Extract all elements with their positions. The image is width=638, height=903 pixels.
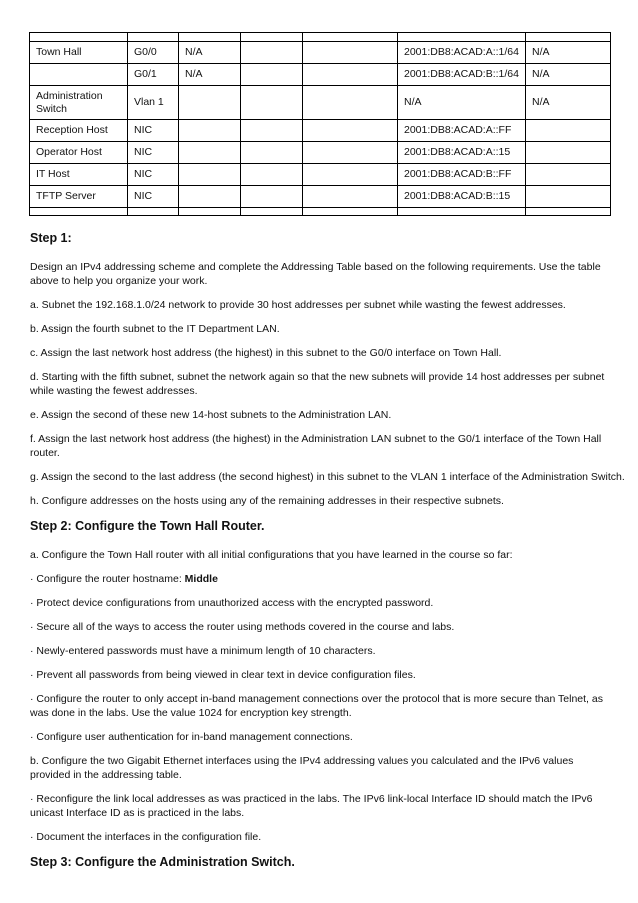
table-cell (179, 186, 241, 208)
table-cell (303, 186, 398, 208)
table-cell: Town Hall (30, 42, 128, 64)
step1-item-f: f. Assign the last network host address (the highest) in the Administration LAN subnet to the G0/1 interface of the Town Hall router. (30, 433, 602, 459)
step1-item-e: e. Assign the second of these new 14-host subnets to the Administration LAN. (30, 409, 392, 421)
table-cell (303, 142, 398, 164)
table-cell: IT Host (30, 164, 128, 186)
table-cell: NIC (128, 164, 179, 186)
table-cell: Vlan 1 (128, 86, 179, 120)
table-cell (303, 64, 398, 86)
table-cell: N/A (179, 42, 241, 64)
table-cell: N/A (525, 42, 610, 64)
table-cell: 2001:DB8:ACAD:A::1/64 (398, 42, 526, 64)
table-cell (303, 120, 398, 142)
step1-item-g: g. Assign the second to the last address (the second highest) in this subnet to the VLAN 1 interface of the Administration Switch. (30, 471, 625, 483)
step1-item-a: a. Subnet the 192.168.1.0/24 network to provide 30 host addresses per subnet while wasting the fewest addresses. (30, 299, 566, 311)
table-cell (525, 186, 610, 208)
table-cell (241, 186, 303, 208)
step2-bullet: · Configure the router to only accept in-band management connections over the protocol that is more secure than Telnet, as was done in the labs. Use the value 1024 for encryption key strength. (30, 693, 603, 719)
table-cell: 2001:DB8:ACAD:B::1/64 (398, 64, 526, 86)
table-cell (525, 142, 610, 164)
step1-heading: Step 1: (30, 231, 72, 245)
table-row (30, 120, 611, 142)
table-row (30, 64, 611, 86)
table-cell (179, 86, 241, 120)
table-cell (30, 64, 128, 86)
table-cell (179, 120, 241, 142)
step1-item-h: h. Configure addresses on the hosts using any of the remaining addresses in their respective subnets. (30, 495, 504, 507)
table-cell (179, 142, 241, 164)
table-row-bottom-stub (30, 208, 611, 216)
table-cell: 2001:DB8:ACAD:B::15 (398, 186, 526, 208)
step2-bullet: · Reconfigure the link local addresses as was practiced in the labs. The IPv6 link-local Interface ID should match the IPv6 unicast Interface ID as is practiced in the labs. (30, 793, 593, 819)
table-cell (241, 142, 303, 164)
table-cell (525, 120, 610, 142)
table-cell: N/A (525, 64, 610, 86)
table-cell (241, 120, 303, 142)
step2-heading: Step 2: Configure the Town Hall Router. (30, 519, 265, 533)
addressing-table (29, 32, 611, 216)
hostname-prefix: · Configure the router hostname: (30, 573, 185, 585)
step1-item-b: b. Assign the fourth subnet to the IT Department LAN. (30, 323, 280, 335)
step1-item-d: d. Starting with the fifth subnet, subnet the network again so that the new subnets will provide 14 host addresses per subnet while wasting the fewest addresses. (30, 371, 605, 397)
step2-item-a: a. Configure the Town Hall router with all initial configurations that you have learned in the course so far: (30, 549, 513, 561)
step2-hostname (30, 572, 610, 586)
step3-heading: Step 3: Configure the Administration Switch. (30, 855, 295, 869)
table-cell (303, 42, 398, 64)
table-row (30, 164, 611, 186)
table-cell: NIC (128, 120, 179, 142)
table-cell: TFTP Server (30, 186, 128, 208)
table-cell: Administration Switch (30, 86, 128, 120)
table-cell: N/A (525, 86, 610, 120)
step2-bullet: · Document the interfaces in the configuration file. (30, 831, 262, 843)
table-row (30, 142, 611, 164)
table-cell: Reception Host (30, 120, 128, 142)
table-cell (241, 42, 303, 64)
hostname-value: Middle (184, 573, 218, 585)
step2-bullet: · Secure all of the ways to access the router using methods covered in the course and labs. (30, 621, 455, 633)
table-cell (303, 86, 398, 120)
table-cell: G0/0 (128, 42, 179, 64)
step2-bullet: · Protect device configurations from unauthorized access with the encrypted password. (30, 597, 434, 609)
table-row (30, 86, 611, 120)
table-cell: NIC (128, 142, 179, 164)
step1-item-c: c. Assign the last network host address (the highest) in this subnet to the G0/0 interface on Town Hall. (30, 347, 502, 359)
table-cell (525, 164, 610, 186)
instructions (30, 230, 625, 884)
step2-bullet: · Configure user authentication for in-band management connections. (30, 731, 353, 743)
table-cell (241, 86, 303, 120)
step2-item-b: b. Configure the two Gigabit Ethernet interfaces using the IPv4 addressing values you calculated and the IPv6 values provided in the addressing table. (30, 755, 574, 781)
table-cell: N/A (398, 86, 526, 120)
table-cell (179, 164, 241, 186)
step2-bullet: · Newly-entered passwords must have a minimum length of 10 characters. (30, 645, 376, 657)
table-row (30, 186, 611, 208)
table-cell: 2001:DB8:ACAD:A::FF (398, 120, 526, 142)
table-row (30, 42, 611, 64)
step1-intro: Design an IPv4 addressing scheme and complete the Addressing Table based on the following requirements. Use the table above to help you organize your work. (30, 261, 601, 287)
table-cell (303, 164, 398, 186)
table-cell: NIC (128, 186, 179, 208)
table-row-top-stub (30, 33, 611, 42)
table-cell: G0/1 (128, 64, 179, 86)
table-cell (241, 64, 303, 86)
table-cell: 2001:DB8:ACAD:B::FF (398, 164, 526, 186)
table-cell: 2001:DB8:ACAD:A::15 (398, 142, 526, 164)
table-cell (241, 164, 303, 186)
step2-bullet: · Prevent all passwords from being viewed in clear text in device configuration files. (30, 669, 416, 681)
table-cell: Operator Host (30, 142, 128, 164)
table-cell: N/A (179, 64, 241, 86)
